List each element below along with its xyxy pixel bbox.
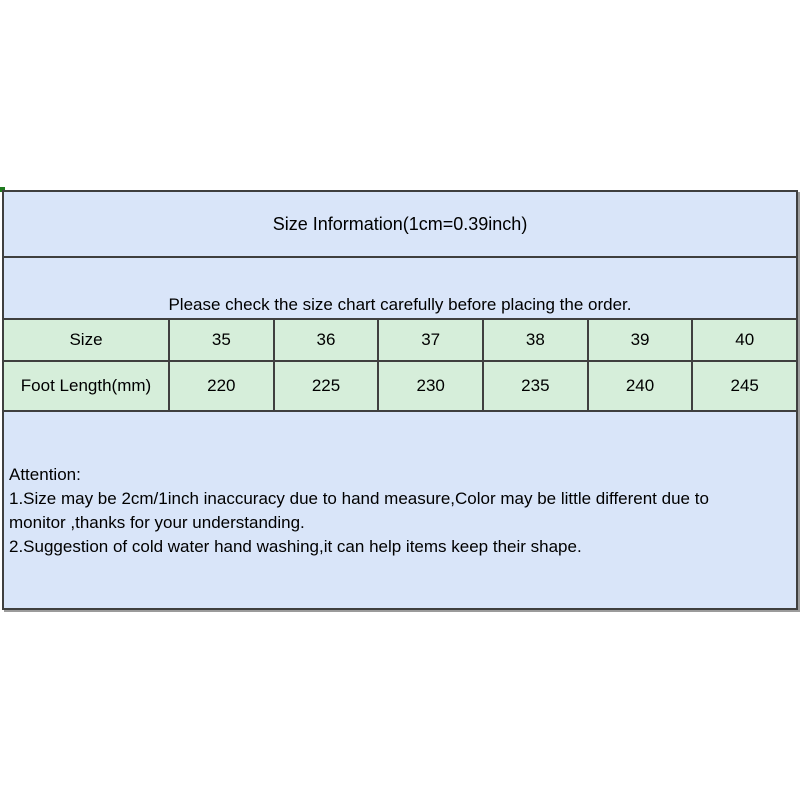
foot-length-value-cell: 235: [482, 362, 587, 410]
table-note: Please check the size chart carefully before placing the order.: [168, 295, 632, 314]
size-value-cell: 35: [168, 320, 273, 360]
attention-line: 2.Suggestion of cold water hand washing,it can help items keep their shape.: [9, 537, 582, 556]
foot-length-header-cell: Foot Length(mm): [20, 376, 152, 395]
table-title: Size Information(1cm=0.39inch): [272, 213, 528, 234]
foot-length-value-cell: 245: [691, 362, 796, 410]
attention-section: [4, 410, 796, 608]
size-value-cell: 37: [377, 320, 482, 360]
attention-heading: Attention:: [9, 465, 81, 484]
size-row: [4, 318, 796, 360]
foot-length-value-cell: 230: [377, 362, 482, 410]
attention-line: 1.Size may be 2cm/1inch inaccuracy due to hand measure,Color may be little different due to: [9, 489, 709, 508]
foot-length-value-cell: 225: [273, 362, 378, 410]
size-header-cell: Size: [69, 330, 103, 349]
size-chart-table: [2, 190, 798, 610]
foot-length-value-cell: 220: [168, 362, 273, 410]
attention-line: monitor ,thanks for your understanding.: [9, 513, 305, 532]
table-note-row: [4, 256, 796, 318]
size-value-cell: 39: [587, 320, 692, 360]
size-value-cell: 40: [691, 320, 796, 360]
foot-length-row: [4, 360, 796, 410]
foot-length-value-cell: 240: [587, 362, 692, 410]
size-value-cell: 38: [482, 320, 587, 360]
size-value-cell: 36: [273, 320, 378, 360]
table-title-row: [4, 192, 796, 256]
